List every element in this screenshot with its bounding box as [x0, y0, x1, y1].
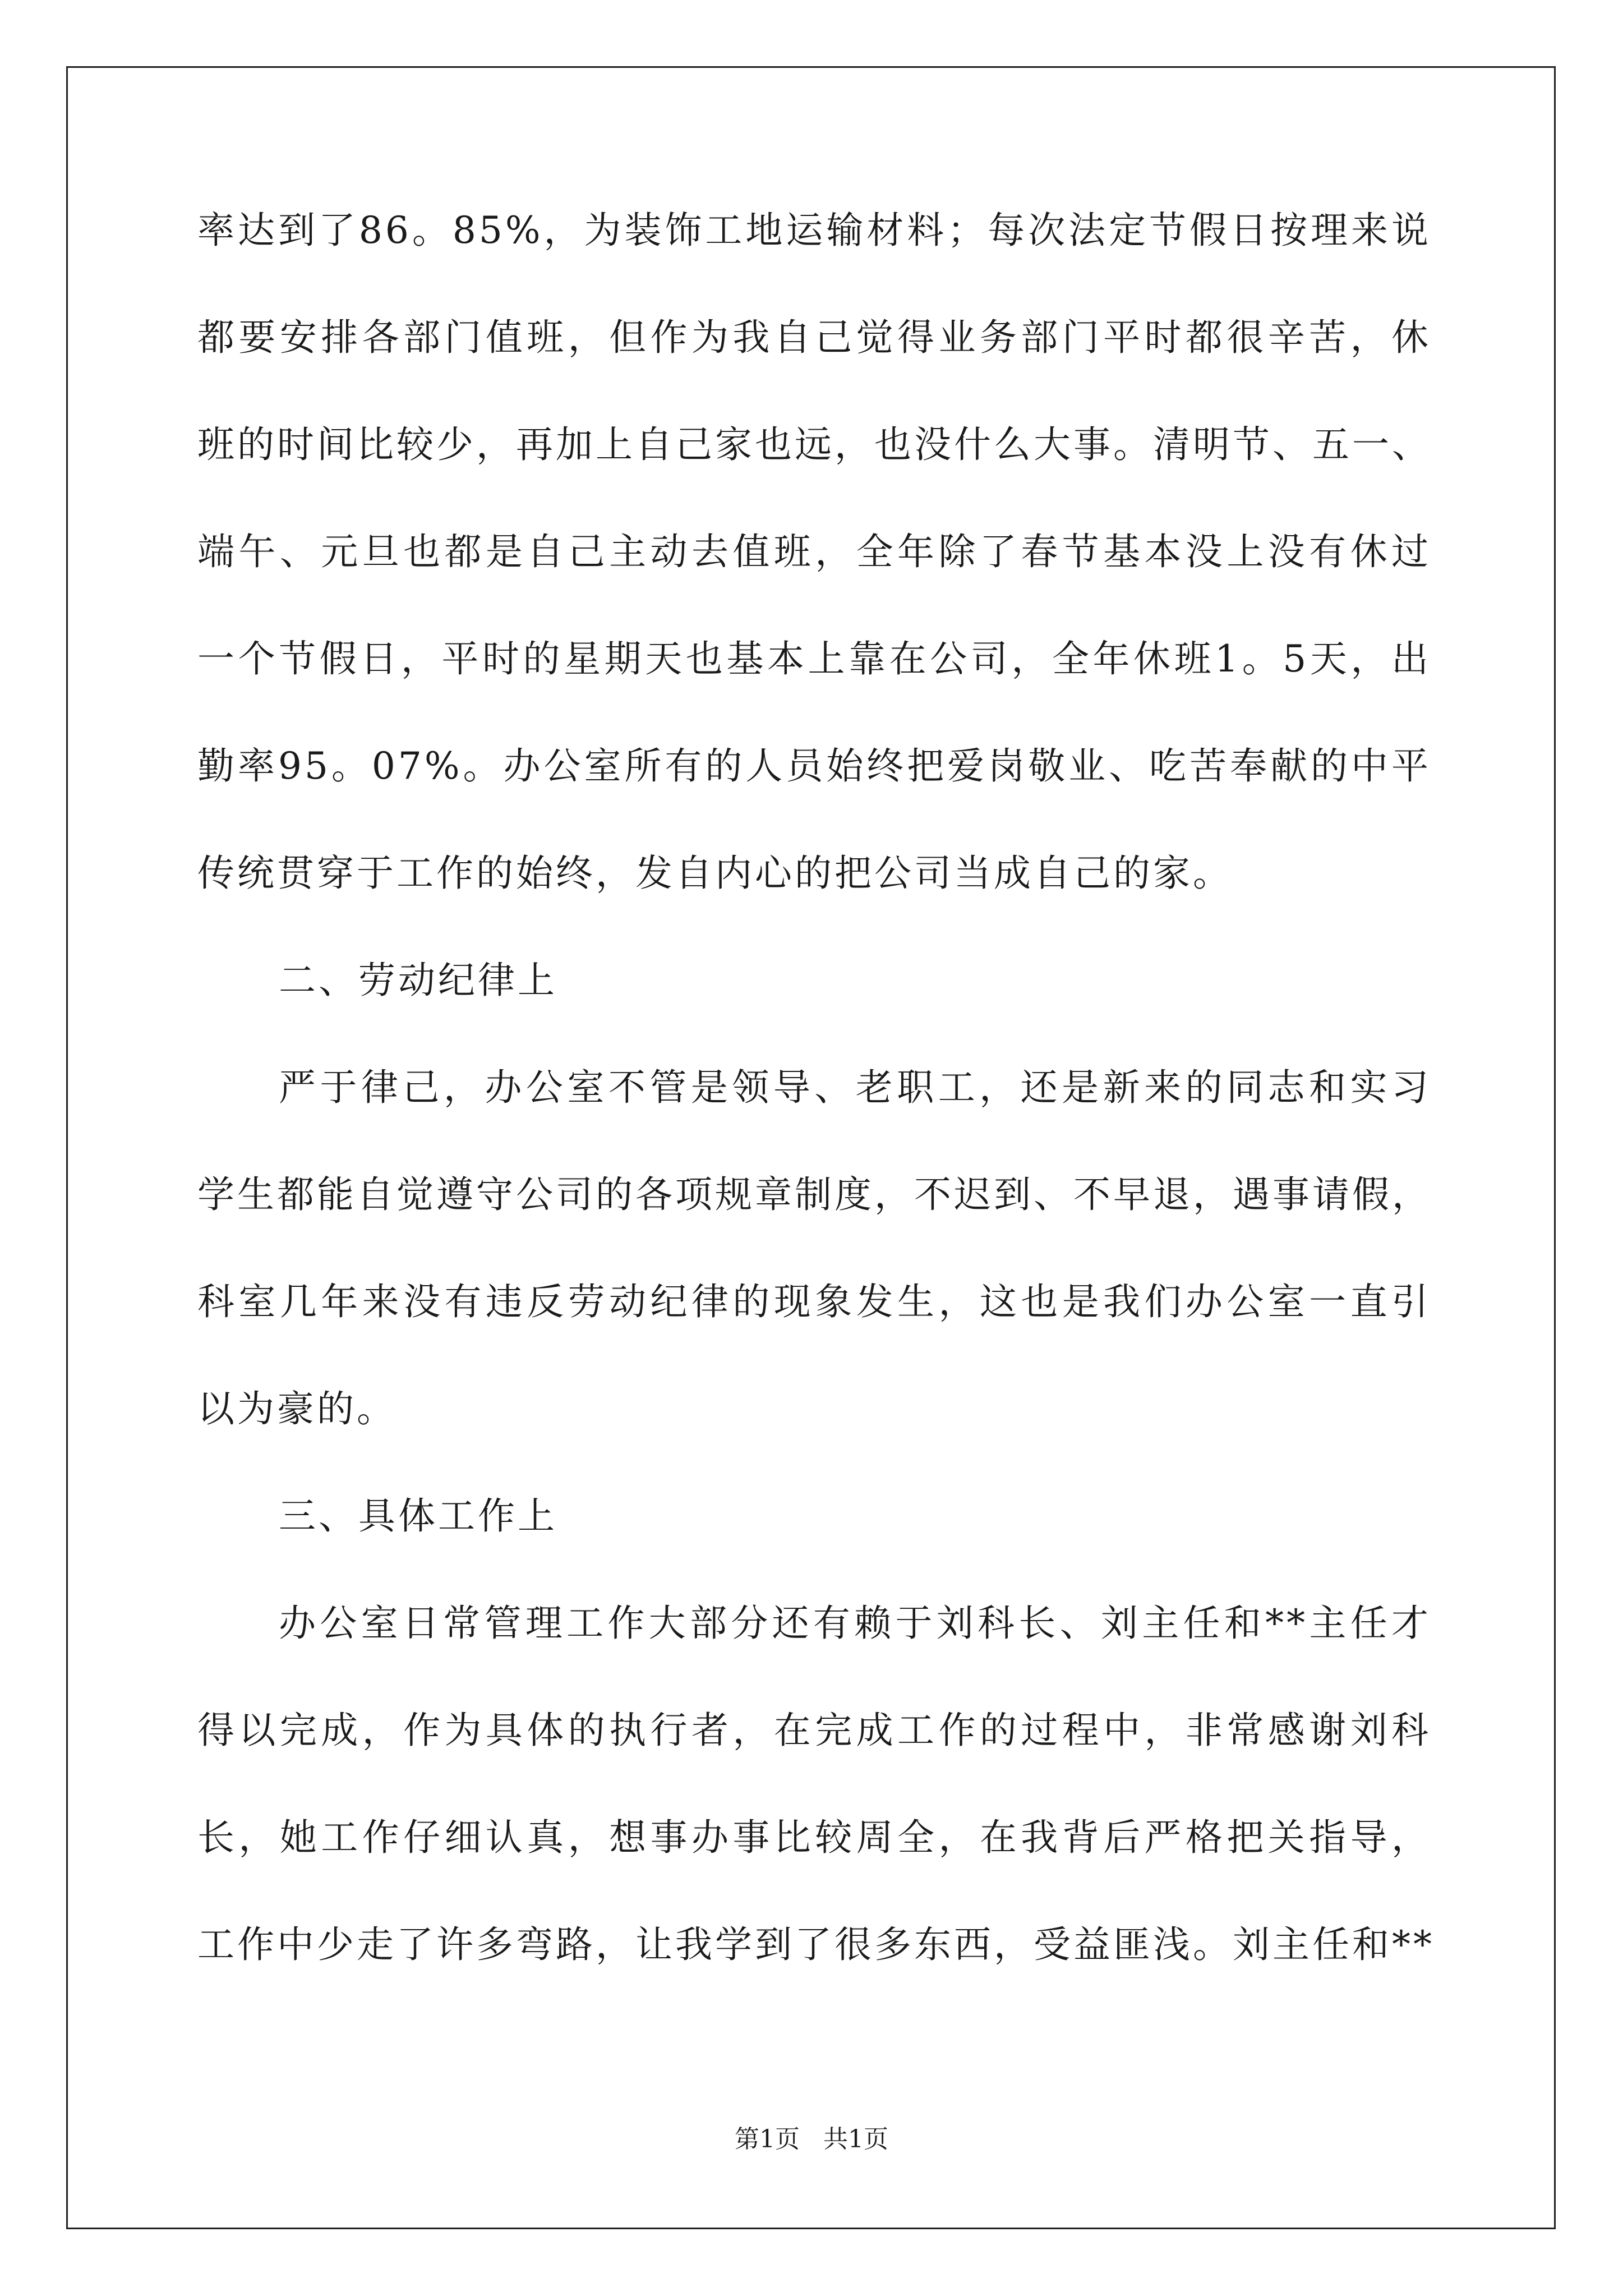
- document-body: [197, 209, 1435, 2033]
- page-number: 第1页: [735, 2125, 800, 2154]
- text-line: 班的时间比较少，再加上自己家也远，也没什么大事。清明节、五一、: [197, 423, 1432, 466]
- text-line: 学生都能自觉遵守公司的各项规章制度，不迟到、不早退，遇事请假，: [197, 1173, 1432, 1216]
- page-total: 共1页: [823, 2125, 888, 2154]
- page-footer: [0, 2127, 1623, 2152]
- text-line: 端午、元旦也都是自己主动去值班，全年除了春节基本没上没有休过: [197, 530, 1431, 573]
- section-heading: 三、具体工作上: [279, 1494, 557, 1538]
- text-line: 传统贯穿于工作的始终，发自内心的把公司当成自己的家。: [197, 852, 1233, 895]
- text-line: 办公室日常管理工作大部分还有赖于刘科长、刘主任和**主任才: [279, 1602, 1431, 1645]
- text-line: 严于律己，办公室不管是领导、老职工，还是新来的同志和实习: [279, 1066, 1431, 1109]
- text-line: 都要安排各部门值班，但作为我自己觉得业务部门平时都很辛苦，休: [197, 316, 1431, 359]
- text-line: 率达到了86。85%，为装饰工地运输材料；每次法定节假日按理来说: [197, 209, 1431, 252]
- text-line: 得以完成，作为具体的执行者，在完成工作的过程中，非常感谢刘科: [197, 1709, 1431, 1752]
- text-line: 以为豪的。: [197, 1387, 396, 1430]
- text-line: 长，她工作仔细认真，想事办事比较周全，在我背后严格把关指导，: [197, 1816, 1431, 1859]
- section-heading: 二、劳动纪律上: [279, 959, 557, 1002]
- text-line: 工作中少走了许多弯路，让我学到了很多东西，受益匪浅。刘主任和**: [197, 1923, 1435, 1966]
- text-line: 勤率95。07%。办公室所有的人员始终把爱岗敬业、吃苦奉献的中平: [197, 744, 1431, 788]
- text-line: 科室几年来没有违反劳动纪律的现象发生，这也是我们办公室一直引: [197, 1280, 1431, 1323]
- text-line: 一个节假日，平时的星期天也基本上靠在公司，全年休班1。5天，出: [197, 637, 1431, 680]
